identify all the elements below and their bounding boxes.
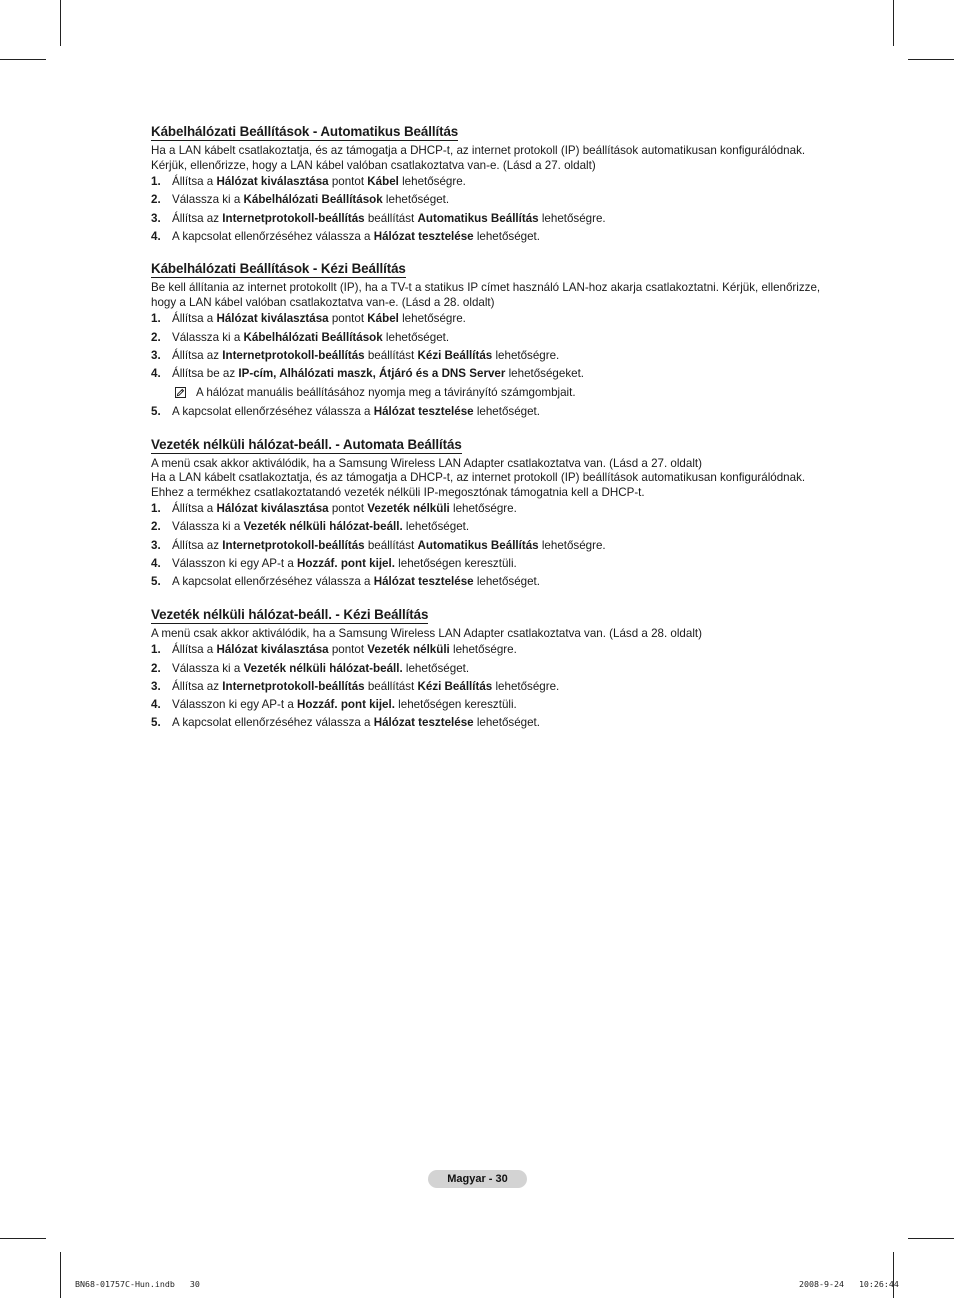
- step-text: lehetőséget.: [382, 193, 450, 207]
- step-text: pontot: [328, 643, 368, 657]
- section-heading: Kábelhálózati Beállítások - Automatikus Beállítás: [151, 124, 459, 139]
- step-number: 1.: [151, 502, 161, 516]
- step-item: [151, 520, 841, 535]
- step-text: lehetőséget.: [473, 716, 541, 730]
- crop-mark-top-left-v: [60, 0, 61, 46]
- crop-mark-bottom-left-h: [0, 1238, 46, 1239]
- step-text: lehetőségen keresztüli.: [394, 698, 517, 712]
- section-heading: Vezeték nélküli hálózat-beáll. - Automata Beállítás: [151, 436, 462, 452]
- step-text: lehetőségre.: [538, 211, 606, 225]
- step-text: lehetőséget.: [473, 405, 541, 419]
- crop-mark-top-right-h: [908, 59, 954, 60]
- step-number: 5.: [151, 575, 161, 589]
- step-emphasis: Hálózat tesztelése: [373, 405, 474, 419]
- step-text: Állítsa az: [172, 211, 223, 225]
- step-text: Állítsa az: [172, 538, 223, 552]
- step-item: [151, 502, 841, 517]
- steps-list: [151, 502, 841, 590]
- crop-mark-bottom-right-h: [908, 1238, 954, 1239]
- section: [151, 437, 841, 590]
- step-text: lehetőségen keresztüli.: [394, 556, 517, 570]
- step-number: 3.: [151, 348, 161, 362]
- step-number: 5.: [151, 716, 161, 730]
- step-emphasis: Automatikus Beállítás: [417, 211, 539, 225]
- note-text: A hálózat manuális beállításához nyomja meg a távirányító számgombjait.: [196, 385, 576, 399]
- step-number: 4.: [151, 556, 161, 570]
- step-text: A kapcsolat ellenőrzéséhez válassza a: [172, 405, 374, 419]
- step-number: 3.: [151, 211, 161, 225]
- crop-mark-bottom-right-v: [893, 1252, 894, 1298]
- intro-paragraph: A menü csak akkor aktiválódik, ha a Samsung Wireless LAN Adapter csatlakoztatva van. (Lásd a 27. oldalt): [151, 456, 702, 470]
- step-text: pontot: [328, 175, 368, 188]
- step-text: lehetőséget.: [402, 520, 470, 534]
- step-text: lehetőségre.: [449, 502, 517, 516]
- step-text: lehetőségre.: [398, 175, 466, 188]
- step-emphasis: IP-cím, Alhálózati maszk, Átjáró és a DNS Server: [238, 367, 506, 381]
- step-item: [151, 680, 841, 695]
- step-text: Válassza ki a: [172, 520, 244, 534]
- step-item: [151, 349, 841, 364]
- step-emphasis: Hálózat kiválasztása: [216, 502, 329, 516]
- step-emphasis: Kábelhálózati Beállítások: [243, 330, 383, 344]
- step-number: 3.: [151, 679, 161, 693]
- step-text: lehetőségeket.: [505, 367, 585, 381]
- step-text: lehetőséget.: [473, 575, 541, 589]
- section: [151, 124, 841, 244]
- step-text: Állítsa a: [172, 312, 217, 326]
- steps-list: [151, 175, 841, 244]
- step-text: lehetőségre.: [449, 643, 517, 657]
- step-emphasis: Automatikus Beállítás: [417, 538, 539, 552]
- intro-paragraph: hogy a LAN kábel valóban csatlakoztatva van-e. (Lásd a 28. oldalt): [151, 295, 495, 309]
- section: [151, 607, 841, 731]
- intro-paragraph: Ehhez a termékhez csatlakoztatandó vezeték nélküli IP-megosztónak támogatnia kell a DHCP-t.: [151, 485, 645, 499]
- step-text: Válassza ki a: [172, 193, 244, 207]
- step-text: lehetőségre.: [492, 679, 560, 693]
- step-number: 2.: [151, 193, 161, 207]
- step-text: lehetőségre.: [492, 348, 560, 362]
- step-emphasis: Internetprotokoll-beállítás: [222, 348, 365, 362]
- step-text: Állítsa be az: [172, 367, 239, 381]
- step-text: Állítsa a: [172, 502, 217, 516]
- step-item: [151, 698, 841, 713]
- step-text: beállítást: [364, 679, 418, 693]
- step-item: [151, 557, 841, 572]
- step-emphasis: Vezeték nélküli: [367, 502, 450, 516]
- step-item: [151, 175, 841, 190]
- step-text: Válassza ki a: [172, 661, 244, 675]
- step-emphasis: Hozzáf. pont kijel.: [297, 556, 395, 570]
- footer-timestamp: 2008-9-24 10:26:44: [799, 1279, 899, 1289]
- intro-paragraph: Ha a LAN kábelt csatlakoztatja, és az támogatja a DHCP-t, az internet protokoll (IP) beállítások automatikusan konfigurálódnak.: [151, 471, 806, 485]
- step-emphasis: Vezeték nélküli: [367, 643, 450, 657]
- crop-mark-top-left-h: [0, 59, 46, 60]
- step-text: Válasszon ki egy AP-t a: [172, 698, 298, 712]
- crop-mark-top-right-v: [893, 0, 894, 46]
- step-emphasis: Kábelhálózati Beállítások: [243, 193, 383, 207]
- step-item: [151, 230, 841, 245]
- step-item: [151, 193, 841, 208]
- step-item: [151, 331, 841, 346]
- step-text: pontot: [328, 312, 368, 326]
- section-heading: Kábelhálózati Beállítások - Kézi Beállítás: [151, 261, 406, 277]
- step-number: 4.: [151, 698, 161, 712]
- step-text: Állítsa az: [172, 348, 223, 362]
- step-number: 4.: [151, 229, 161, 243]
- step-item: [151, 212, 841, 227]
- step-emphasis: Kábel: [367, 312, 399, 326]
- step-text: beállítást: [364, 538, 418, 552]
- crop-mark-bottom-left-v: [60, 1252, 61, 1298]
- document-body: [151, 124, 841, 748]
- step-item: [151, 312, 841, 327]
- step-number: 1.: [151, 312, 161, 326]
- step-text: A kapcsolat ellenőrzéséhez válassza a: [172, 575, 374, 589]
- step-emphasis: Kézi Beállítás: [417, 348, 493, 362]
- step-number: 4.: [151, 367, 161, 381]
- step-number: 1.: [151, 175, 161, 188]
- step-number: 5.: [151, 405, 161, 419]
- note: [151, 386, 841, 401]
- step-emphasis: Kézi Beállítás: [417, 679, 493, 693]
- footer-file-info: BN68-01757C-Hun.indb 30: [75, 1279, 200, 1289]
- intro-paragraph: Ha a LAN kábelt csatlakoztatja, és az támogatja a DHCP-t, az internet protokoll (IP) beállítások automatikusan konfigurálódnak.: [151, 144, 806, 157]
- step-text: beállítást: [364, 348, 418, 362]
- section-heading: Vezeték nélküli hálózat-beáll. - Kézi Beállítás: [151, 606, 429, 622]
- step-text: A kapcsolat ellenőrzéséhez válassza a: [172, 229, 374, 243]
- step-emphasis: Hálózat kiválasztása: [216, 175, 329, 188]
- step-emphasis: Hálózat tesztelése: [373, 575, 474, 589]
- step-emphasis: Vezeték nélküli hálózat-beáll.: [243, 661, 403, 675]
- step-text: lehetőségre.: [398, 312, 466, 326]
- step-emphasis: Hozzáf. pont kijel.: [297, 698, 395, 712]
- step-item: [151, 662, 841, 677]
- intro-paragraph: Kérjük, ellenőrizze, hogy a LAN kábel valóban csatlakoztatva van-e. (Lásd a 27. oldalt): [151, 158, 596, 172]
- step-item: [151, 643, 841, 658]
- step-item: [151, 716, 841, 731]
- page-number-badge: Magyar - 30: [428, 1170, 527, 1188]
- step-number: 1.: [151, 643, 161, 657]
- step-emphasis: Hálózat tesztelése: [373, 716, 474, 730]
- step-text: Válasszon ki egy AP-t a: [172, 556, 298, 570]
- step-number: 2.: [151, 661, 161, 675]
- step-text: Állítsa a: [172, 643, 217, 657]
- intro-paragraph: Be kell állítania az internet protokollt (IP), ha a TV-t a statikus IP címet használó LAN-hoz akarja csatlakoztatni. Kérjük, ellenőrizze,: [151, 281, 821, 295]
- step-text: pontot: [328, 502, 368, 516]
- step-text: lehetőséget.: [402, 661, 470, 675]
- steps-list: [151, 643, 841, 731]
- step-text: Állítsa az: [172, 679, 223, 693]
- step-item: [151, 405, 841, 420]
- step-emphasis: Internetprotokoll-beállítás: [222, 538, 365, 552]
- step-item: [151, 367, 841, 382]
- step-emphasis: Hálózat kiválasztása: [216, 643, 329, 657]
- step-number: 2.: [151, 520, 161, 534]
- step-text: Válassza ki a: [172, 330, 244, 344]
- step-emphasis: Internetprotokoll-beállítás: [222, 679, 365, 693]
- step-item: [151, 539, 841, 554]
- step-emphasis: Internetprotokoll-beállítás: [222, 211, 365, 225]
- step-emphasis: Kábel: [367, 175, 399, 188]
- step-item: [151, 575, 841, 590]
- step-text: lehetőséget.: [473, 229, 541, 243]
- step-text: lehetőséget.: [382, 330, 450, 344]
- step-text: A kapcsolat ellenőrzéséhez válassza a: [172, 716, 374, 730]
- step-number: 2.: [151, 330, 161, 344]
- intro-paragraph: A menü csak akkor aktiválódik, ha a Samsung Wireless LAN Adapter csatlakoztatva van. (Lásd a 28. oldalt): [151, 626, 702, 640]
- section: [151, 261, 841, 419]
- note-pencil-icon: [175, 387, 186, 398]
- steps-list: [151, 312, 841, 419]
- step-emphasis: Hálózat tesztelése: [373, 229, 474, 243]
- step-text: beállítást: [364, 211, 418, 225]
- step-number: 3.: [151, 538, 161, 552]
- step-emphasis: Hálózat kiválasztása: [216, 312, 329, 326]
- step-emphasis: Vezeték nélküli hálózat-beáll.: [243, 520, 403, 534]
- step-text: lehetőségre.: [538, 538, 606, 552]
- step-text: Állítsa a: [172, 175, 217, 188]
